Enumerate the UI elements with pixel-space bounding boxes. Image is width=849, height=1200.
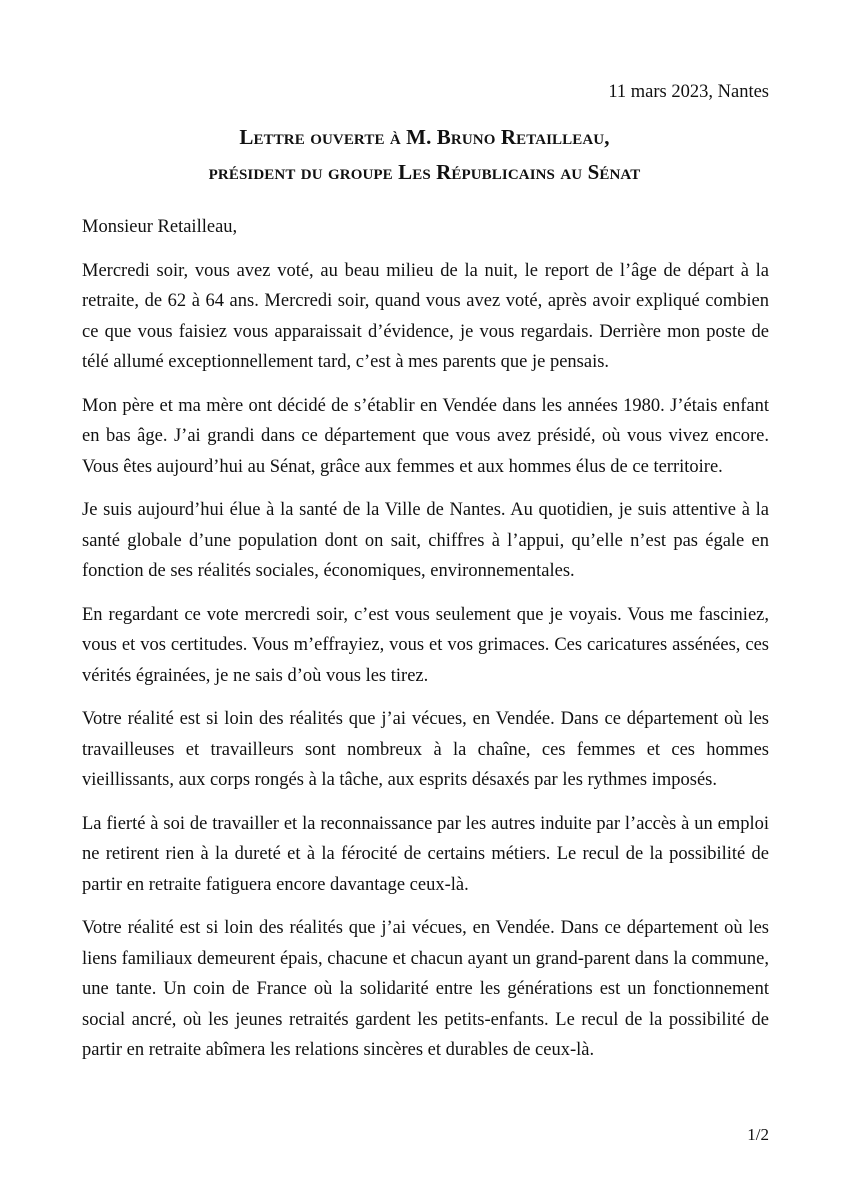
paragraph: En regardant ce vote mercredi soir, c’est vous seulement que je voyais. Vous me fasciniez, vous et vos certitudes. Vous m’effrayiez, vous et vos grimaces. Ces caricatures assénées, ces vérités égrainées, je ne sais d’où vous les tirez. <box>82 604 769 686</box>
page-number: 1/2 <box>747 1125 769 1144</box>
paragraph: Je suis aujourd’hui élue à la santé de la Ville de Nantes. Au quotidien, je suis attentive à la santé globale d’une population dont on sait, chiffres à l’appui, qu’elle n’est pas égale en fonction de ses réalités sociales, économiques, environnementales. <box>82 500 769 581</box>
paragraph: Votre réalité est si loin des réalités que j’ai vécues, en Vendée. Dans ce département où les travailleuses et travailleurs sont nombreux à la chaîne, ces femmes et ces hommes vieillissants, aux corps rongés à la tâche, aux esprits désaxés par les rythmes imposés. <box>82 709 769 790</box>
paragraph: Votre réalité est si loin des réalités que j’ai vécues, en Vendée. Dans ce département où les liens familiaux demeurent épais, chacune et chacun ayant un grand-parent dans la commune, une tante. Un coin de France où la solidarité entre les générations est un fonctionnement social ancré, où les jeunes retraités gardent les petits-enfants. Le recul de la possibilité de partir en retraite abîmera les relations sincères et durables de ceux-là. <box>82 918 769 1060</box>
paragraph: Mercredi soir, vous avez voté, au beau milieu de la nuit, le report de l’âge de départ à la retraite, de 62 à 64 ans. Mercredi soir, quand vous avez voté, après avoir expliqué combien ce que vous faisiez vous apparaissait d’évidence, je vous regardais. Derrière mon poste de télé allumé exceptionnellement tard, c’est à mes parents que je pensais. <box>82 260 769 372</box>
dateline: 11 mars 2023, Nantes <box>608 82 769 102</box>
salutation: Monsieur Retailleau, <box>82 217 238 237</box>
title-line-2: président du groupe Les Républicains au Sénat <box>208 160 641 184</box>
paragraph: Mon père et ma mère ont décidé de s’établir en Vendée dans les années 1980. J’étais enfant en bas âge. J’ai grandi dans ce département que vous avez présidé, où vous vivez encore. Vous êtes aujourd’hui au Sénat, grâce aux femmes et aux hommes élus de ce territoire. <box>82 395 769 477</box>
letter-title <box>60 120 789 190</box>
paragraph: La fierté à soi de travailler et la reconnaissance par les autres induite par l’accès à un emploi ne retirent rien à la dureté et à la férocité de certains métiers. Le recul de la possibilité de partir en retraite fatiguera encore davantage ceux-là. <box>82 813 769 895</box>
letter-body <box>82 212 769 1079</box>
title-line-1: Lettre ouverte à M. Bruno Retailleau, <box>239 125 610 149</box>
